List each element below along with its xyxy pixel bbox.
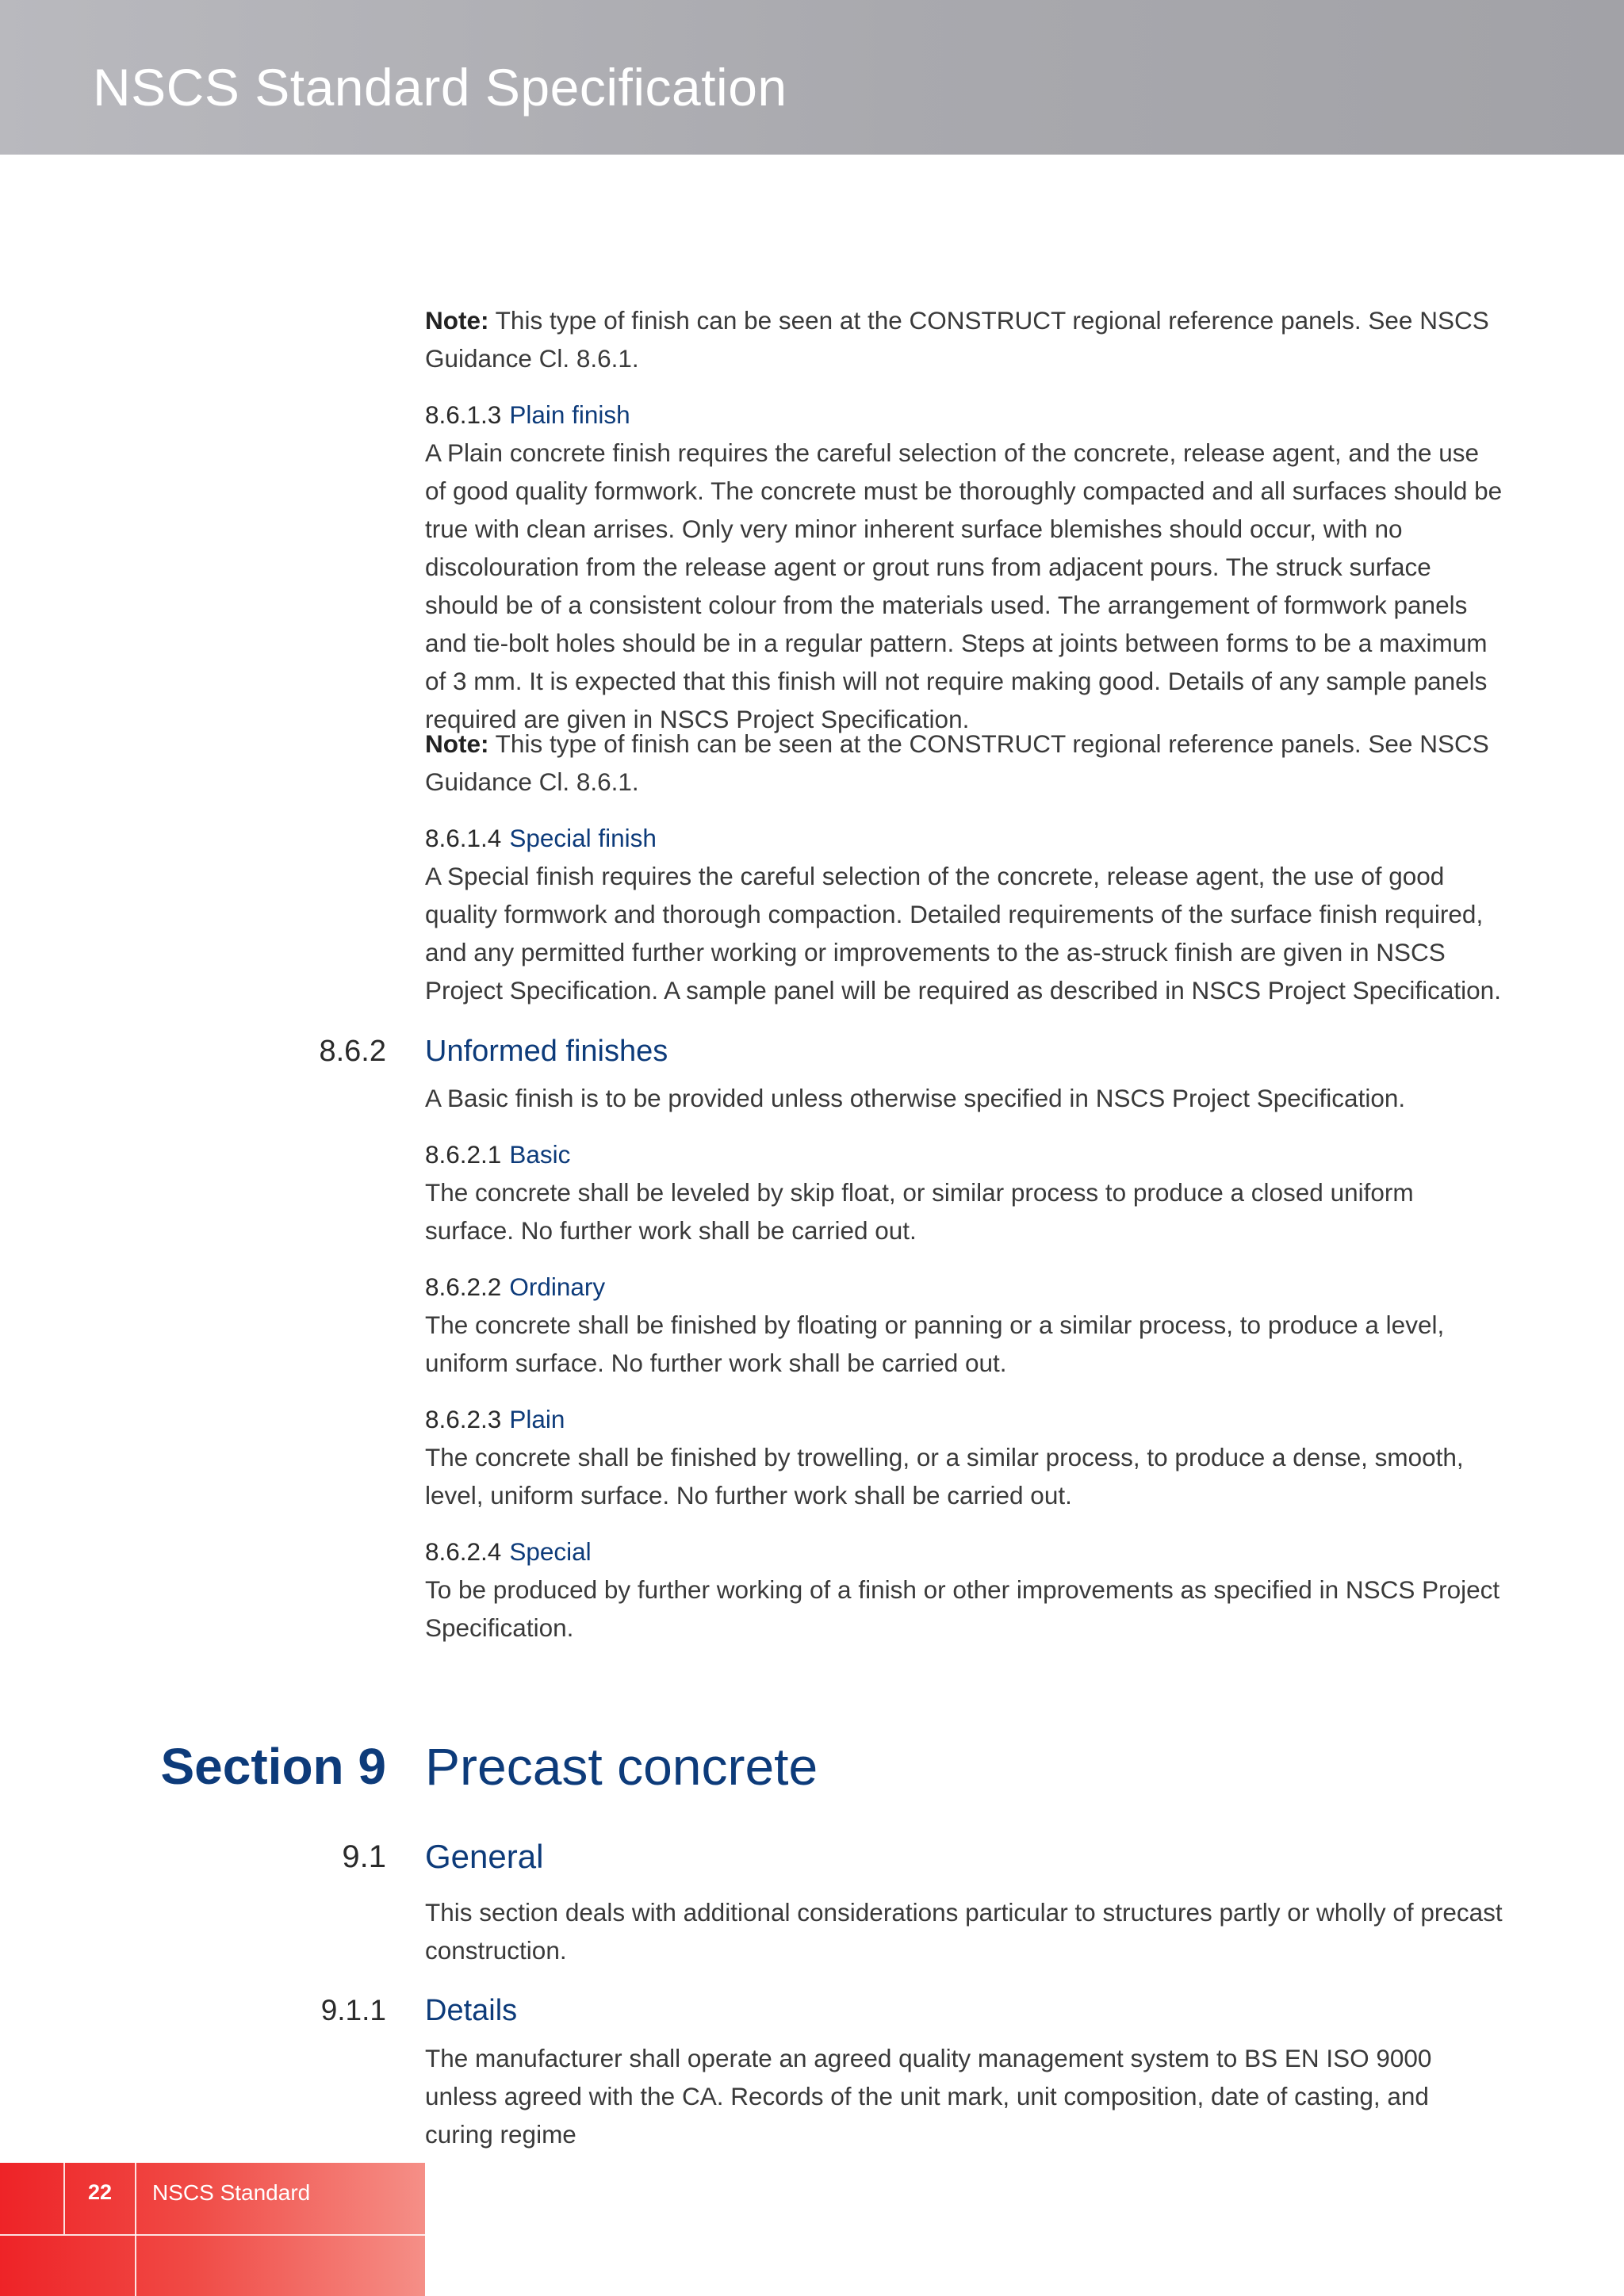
note-label: Note: xyxy=(425,306,489,335)
clause-text: A Basic finish is to be provided unless otherwise specified in NSCS Project Specification. xyxy=(425,1084,1406,1112)
clause-text: This section deals with additional considerations particular to structures partly or wholly of precast construction. xyxy=(425,1898,1503,1965)
note-text: This type of finish can be seen at the CONSTRUCT regional reference panels. See NSCS Guidance Cl. 8.6.1. xyxy=(425,729,1489,796)
header-title: NSCS Standard Specification xyxy=(93,58,787,117)
section-number: Section 9 xyxy=(160,1738,386,1795)
section-title: Precast concrete xyxy=(425,1737,818,1796)
clause-number: 9.1.1 xyxy=(320,1994,386,2026)
clause-text: The manufacturer shall operate an agreed quality management system to BS EN ISO 9000 unless agreed with the CA. Records of the unit mark, unit composition, date of casting, and curing regime xyxy=(425,2044,1432,2149)
clause-number: 8.6.2.3 xyxy=(425,1405,502,1433)
note-text: This type of finish can be seen at the CONSTRUCT regional reference panels. See NSCS Guidance Cl. 8.6.1. xyxy=(425,306,1489,373)
footer-divider xyxy=(135,2163,136,2296)
clause-8-6-1-3 xyxy=(425,396,1503,738)
clause-text: The concrete shall be finished by floating or panning or a similar process, to produce a level, uniform surface. No further work shall be carried out. xyxy=(425,1311,1445,1377)
clause-9-1-1-text xyxy=(425,2039,1503,2153)
header-bar xyxy=(0,0,1624,155)
clause-title: Unformed finishes xyxy=(425,1035,668,1068)
clause-number: 8.6.1.4 xyxy=(425,824,502,852)
clause-number: 8.6.1.3 xyxy=(425,400,502,429)
clause-text: A Plain concrete finish requires the careful selection of the concrete, release agent, and the use of good quality formwork. The concrete must be thoroughly compacted and all surfaces should be true with clean arrises. Only very minor inherent surface blemishes should occur, with no discolouration from the release agent or grout runs from adjacent pours. The struck surface should be of a consistent colour from the materials used. The arrangement of formwork panels and tie-bolt holes should be in a regular pattern. Steps at joints between forms to be a maximum of 3 mm. It is expected that this finish will not require making good. Details of any sample panels required are given in NSCS Project Specification. xyxy=(425,438,1503,733)
clause-number: 8.6.2.4 xyxy=(425,1537,502,1566)
clause-8-6-2-3 xyxy=(425,1400,1503,1514)
clause-title: Plain finish xyxy=(509,400,630,429)
page-number: 22 xyxy=(87,2180,113,2204)
clause-number: 8.6.2.2 xyxy=(425,1272,502,1301)
note-block xyxy=(425,301,1503,377)
clause-text: A Special finish requires the careful selection of the concrete, release agent, the use of good quality formwork and thorough compaction. Detailed requirements of the surface finish required, and any permitted further working or improvements to the as-struck finish are given in NSCS Project Specification. A sample panel will be required as described in NSCS Project Specification. xyxy=(425,862,1501,1004)
clause-title: Ordinary xyxy=(509,1272,606,1301)
clause-9-1-text xyxy=(425,1893,1503,1969)
clause-8-6-2-4 xyxy=(425,1533,1503,1647)
clause-text: The concrete shall be leveled by skip float, or similar process to produce a closed uniform surface. No further work shall be carried out. xyxy=(425,1178,1414,1245)
clause-8-6-2-2 xyxy=(425,1268,1503,1382)
clause-text: The concrete shall be finished by trowelling, or a similar process, to produce a dense, smooth, level, uniform surface. No further work shall be carried out. xyxy=(425,1443,1464,1510)
clause-number: 9.1 xyxy=(342,1839,386,1874)
clause-title: Basic xyxy=(509,1140,571,1169)
clause-8-6-2-1 xyxy=(425,1135,1503,1249)
footer-label: NSCS Standard xyxy=(152,2180,311,2205)
clause-number: 8.6.2.1 xyxy=(425,1140,502,1169)
clause-title: General xyxy=(425,1838,544,1875)
clause-title: Special finish xyxy=(509,824,657,852)
footer-divider xyxy=(0,2234,425,2236)
note-label: Note: xyxy=(425,729,489,758)
clause-title: Plain xyxy=(509,1405,565,1433)
clause-text: To be produced by further working of a finish or other improvements as specified in NSCS Project Specification. xyxy=(425,1575,1500,1642)
clause-title: Details xyxy=(425,1994,518,2027)
clause-8-6-2-text xyxy=(425,1079,1503,1117)
clause-number: 8.6.2 xyxy=(319,1035,386,1068)
clause-8-6-1-4 xyxy=(425,819,1503,1009)
note-block xyxy=(425,725,1503,801)
footer-block xyxy=(0,2163,425,2296)
clause-title: Special xyxy=(509,1537,592,1566)
